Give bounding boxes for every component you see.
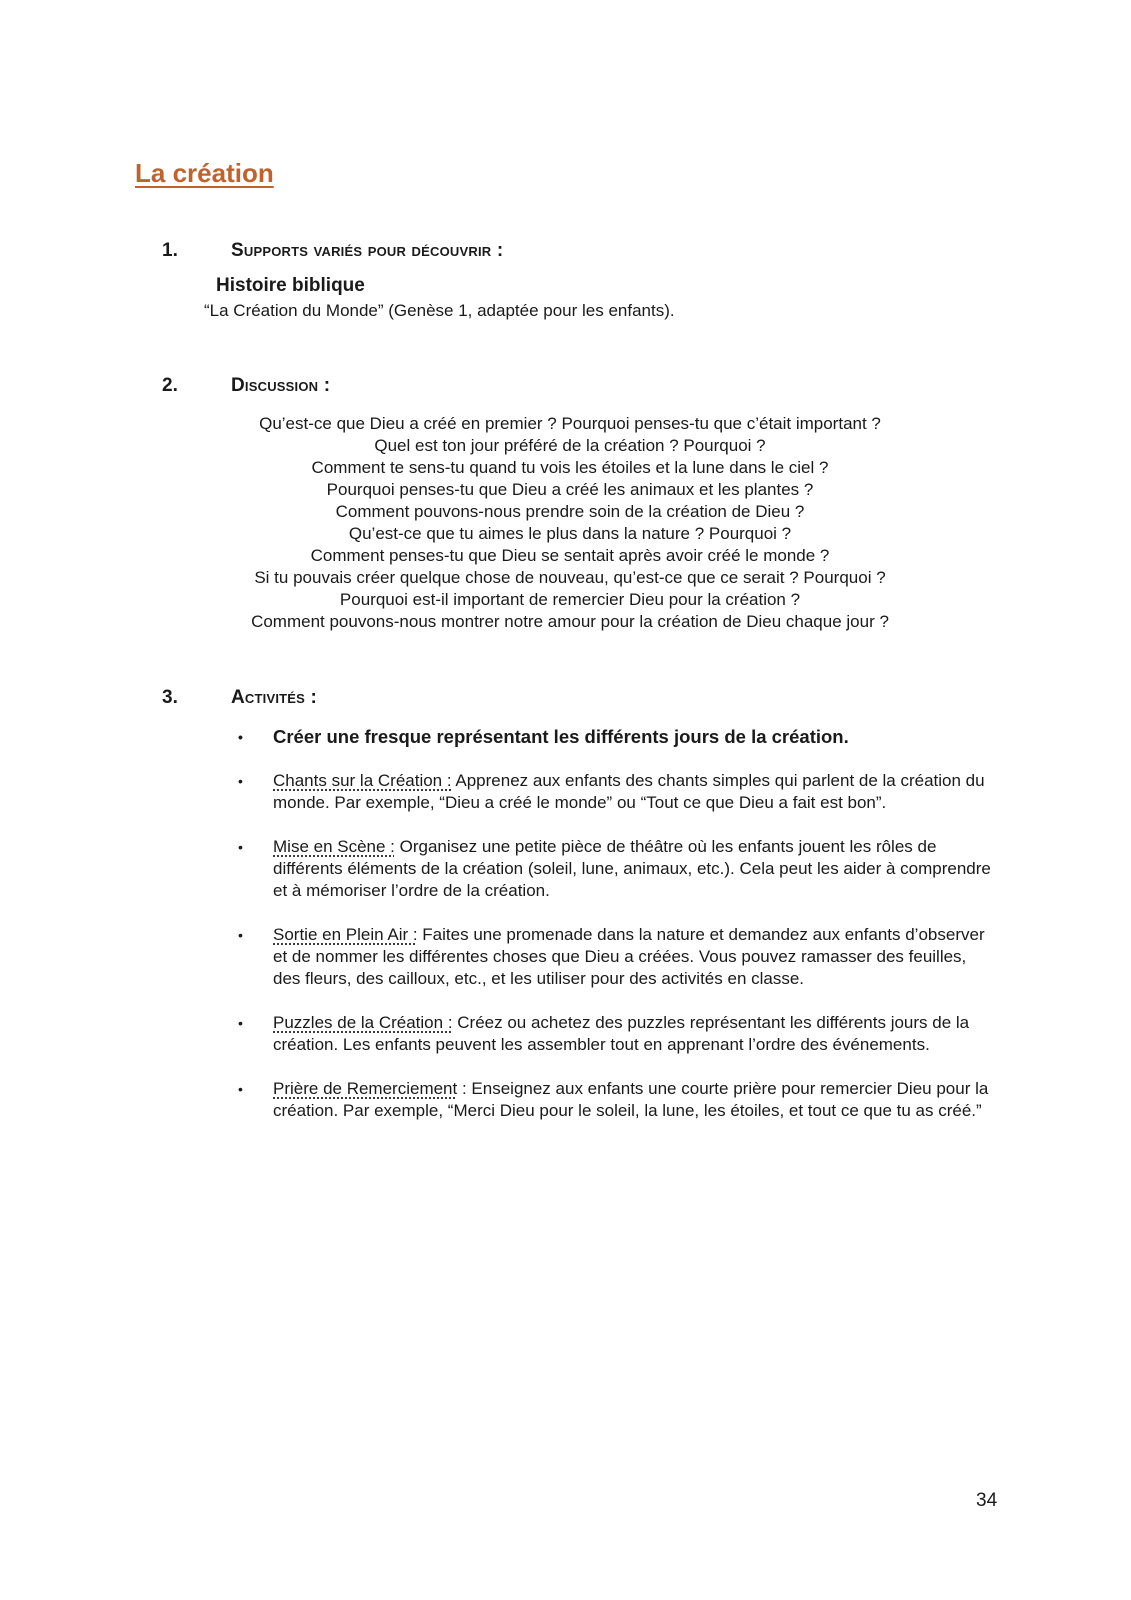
activity-item xyxy=(238,726,998,748)
activity-description: Créez ou achetez des puzzles représentant les différents jours de la création. Les enfants peuvent les assembler tout en apprenant l’ordre des événements. xyxy=(273,1013,970,1054)
question-line: Qu’est-ce que Dieu a créé en premier ? Pourquoi penses-tu que c’était important ? xyxy=(259,414,881,433)
activity-description: Faites une promenade dans la nature et demandez aux enfants d’observer et de nommer les différentes choses que Dieu a créées. Vous pouvez ramasser des feuilles, des fleurs, des cailloux, etc., et les utiliser pour des activités en classe. xyxy=(273,925,985,988)
activity-item xyxy=(238,1078,998,1122)
question-line: Pourquoi est-il important de remercier Dieu pour la création ? xyxy=(339,590,801,609)
section-2-number: 2. xyxy=(162,375,178,396)
question-line: Si tu pouvais créer quelque chose de nouveau, qu’est-ce que ce serait ? Pourquoi ? xyxy=(254,568,886,587)
activity-label: Chants sur la Création : xyxy=(273,771,452,790)
question-line: Comment pouvons-nous prendre soin de la création de Dieu ? xyxy=(335,502,805,521)
bullet: • xyxy=(238,729,243,745)
bullet: • xyxy=(238,927,243,943)
question-line: Quel est ton jour préféré de la création ? Pourquoi ? xyxy=(374,436,766,455)
page-title: La création xyxy=(135,158,274,188)
activity-label: Puzzles de la Création : xyxy=(273,1013,453,1032)
activity-description: : Enseignez aux enfants une courte prière pour remercier Dieu pour la création. Par exemple, “Merci Dieu pour le soleil, la lune, les étoiles, et tout ce que tu as créé.” xyxy=(273,1079,989,1120)
section-3-heading: Activités : xyxy=(231,687,318,708)
section-3-number: 3. xyxy=(162,687,178,708)
activity-item xyxy=(238,924,998,990)
activity-item xyxy=(238,836,998,902)
bullet: • xyxy=(238,839,243,855)
activity-fresque: Créer une fresque représentant les différents jours de la création. xyxy=(273,726,849,747)
activity-label: Prière de Remerciement xyxy=(273,1079,458,1098)
section-1-number: 1. xyxy=(162,240,178,261)
activity-label: Sortie en Plein Air : xyxy=(273,925,418,944)
story-reference: “La Création du Monde” (Genèse 1, adaptée pour les enfants). xyxy=(204,301,675,320)
question-line: Comment te sens-tu quand tu vois les étoiles et la lune dans le ciel ? xyxy=(311,458,829,477)
bullet: • xyxy=(238,1081,243,1097)
section-1-heading: Supports variés pour découvrir : xyxy=(231,240,504,261)
question-line: Comment pouvons-nous montrer notre amour pour la création de Dieu chaque jour ? xyxy=(251,612,889,631)
page-number: 34 xyxy=(976,1490,998,1511)
activity-description: Organisez une petite pièce de théâtre où les enfants jouent les rôles de différents éléments de la création (soleil, lune, animaux, etc.). Cela peut les aider à comprendre et à mémoriser l’ordre de la création. xyxy=(273,837,991,900)
bullet: • xyxy=(238,1015,243,1031)
activity-item xyxy=(238,1012,998,1056)
activity-list xyxy=(238,726,998,1122)
section-1-subheading: Histoire biblique xyxy=(216,275,365,296)
activity-label: Mise en Scène : xyxy=(273,837,395,856)
question-line: Pourquoi penses-tu que Dieu a créé les animaux et les plantes ? xyxy=(326,480,814,499)
question-line: Comment penses-tu que Dieu se sentait après avoir créé le monde ? xyxy=(310,546,830,565)
activity-item xyxy=(238,770,998,814)
section-2-heading: Discussion : xyxy=(231,375,331,396)
question-line: Qu’est-ce que tu aimes le plus dans la nature ? Pourquoi ? xyxy=(348,524,792,543)
bullet: • xyxy=(238,773,243,789)
discussion-questions xyxy=(200,413,940,633)
activity-description: Apprenez aux enfants des chants simples qui parlent de la création du monde. Par exemple, “Dieu a créé le monde” ou “Tout ce que Dieu a fait est bon”. xyxy=(273,771,985,812)
